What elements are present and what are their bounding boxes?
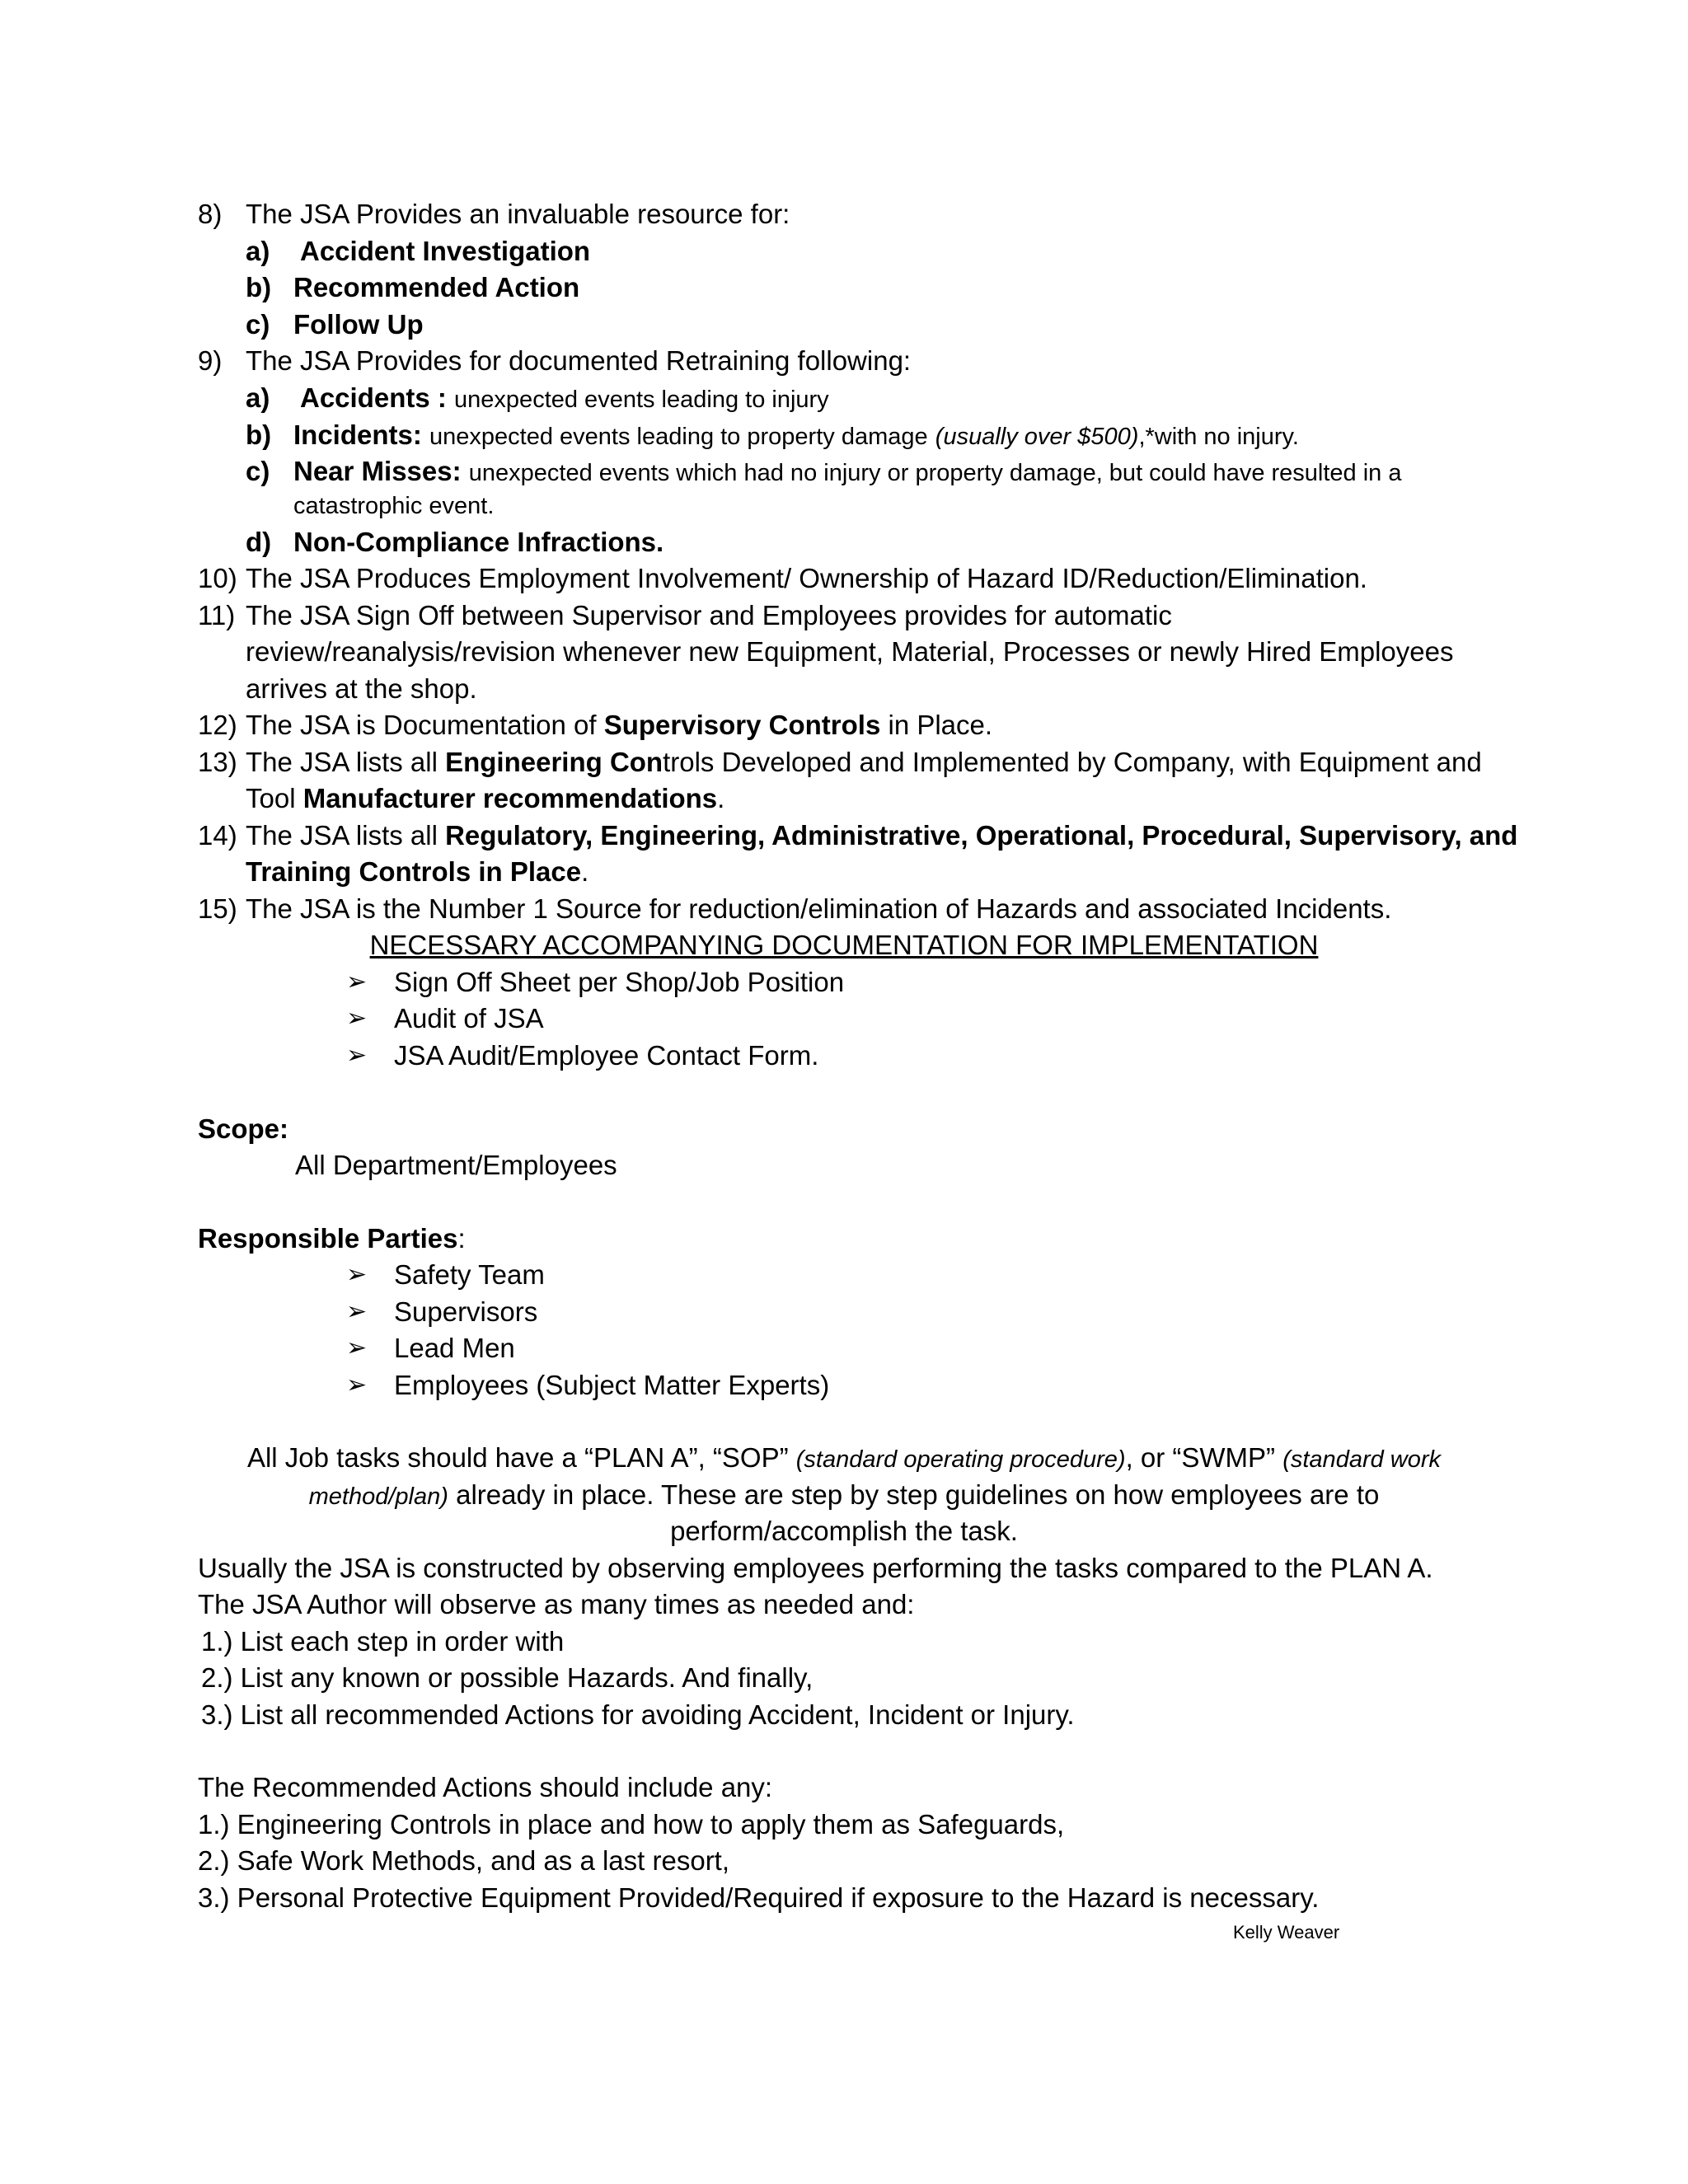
sub-label: c) [246, 309, 270, 340]
text-run: trols Developed and Implemented by Company, with Equipment and [663, 747, 1482, 777]
text-run: , or “SWMP” [1125, 1442, 1276, 1473]
sub-italic-note: (usually over $500) [935, 424, 1139, 450]
sub-tail: ,*with no injury. [1138, 424, 1299, 450]
italic-run: (standard operating procedure) [795, 1446, 1126, 1473]
sub-text [300, 380, 829, 418]
heading-text: NECESSARY ACCOMPANYING DOCUMENTATION FOR IMPLEMENTATION [369, 930, 1319, 960]
text-run: The JSA lists all [246, 820, 438, 851]
sub-text: Recommended Action [293, 272, 580, 302]
item-text: The JSA Provides for documented Retraining following: [246, 345, 912, 376]
text-run: All Job tasks should have a “PLAN A”, “SOP” [246, 1442, 789, 1473]
arrow-bullet-icon: ➢ [346, 1298, 368, 1325]
item-text: The JSA is the Number 1 Source for reduction/elimination of Hazards and associated Incidents. [246, 893, 1392, 924]
sub-description: unexpected events leading to injury [454, 387, 829, 413]
text-run: The JSA lists all [246, 747, 438, 777]
bold-run: Regulatory, Engineering, Administrative, Operational, Procedural, Supervisory, and [445, 820, 1518, 851]
item-text: 2.) Safe Work Methods, and as a last resort, [198, 1845, 730, 1876]
author-name: Kelly Weaver [1233, 1922, 1340, 1943]
sub-text [293, 453, 1402, 491]
arrow-bullet-icon: ➢ [346, 1334, 368, 1361]
item-text [246, 707, 992, 743]
sub-label: d) [246, 527, 272, 557]
arrow-bullet-icon: ➢ [346, 1005, 368, 1032]
text-run: The JSA is Documentation of [246, 710, 597, 740]
scope-value: All Department/Employees [295, 1150, 617, 1180]
paragraph-text: Usually the JSA is constructed by observing employees performing the tasks compared to the PLAN A. [198, 1553, 1433, 1583]
sub-description-continued: catastrophic event. [293, 493, 495, 519]
item-text: review/reanalysis/revision whenever new Equipment, Material, Processes or newly Hired Employees [246, 636, 1454, 667]
item-text: The JSA Provides an invaluable resource for: [246, 199, 790, 229]
item-text: arrives at the shop. [246, 673, 477, 704]
sub-label: b) [246, 419, 272, 450]
item-text: The JSA Sign Off between Supervisor and Employees provides for automatic [246, 600, 1172, 630]
item-number: 11) [198, 600, 236, 630]
sub-title: Non-Compliance Infractions. [293, 527, 664, 557]
bullet-text: JSA Audit/Employee Contact Form. [394, 1040, 819, 1071]
item-number: 13) [198, 747, 237, 777]
item-number: 8) [198, 199, 223, 229]
sub-label: a) [246, 382, 270, 413]
bold-run: Supervisory Controls [603, 710, 881, 740]
sub-text: Follow Up [293, 309, 424, 340]
bullet-text: Safety Team [394, 1259, 545, 1290]
bold-run: Training Controls in Place [246, 856, 582, 887]
sub-description: unexpected events which had no injury or property damage, but could have resulted in a [468, 460, 1402, 486]
italic-run: (standard work [1282, 1446, 1442, 1473]
bold-run: Engineering Con [445, 747, 663, 777]
arrow-bullet-icon: ➢ [346, 968, 368, 996]
sub-title: Incidents: [293, 419, 422, 450]
bullet-text: Audit of JSA [394, 1003, 544, 1033]
item-text [246, 818, 1517, 854]
sub-label: b) [246, 272, 272, 302]
item-number: 10) [198, 563, 237, 593]
item-text [246, 854, 588, 890]
text-run: Tool [246, 783, 296, 813]
item-number: 12) [198, 710, 237, 740]
sub-title: Accidents : [300, 382, 447, 413]
paragraph-text: The JSA Author will observe as many times as needed and: [198, 1589, 915, 1619]
responsible-heading: Responsible Parties [198, 1223, 458, 1254]
item-text: 1.) Engineering Controls in place and how to apply them as Safeguards, [198, 1809, 1065, 1840]
scope-heading: Scope: [198, 1113, 289, 1144]
item-number: 9) [198, 345, 223, 376]
sub-text [293, 417, 1299, 455]
documentation-heading [0, 927, 1688, 963]
arrow-bullet-icon: ➢ [346, 1371, 368, 1399]
item-text: 3.) Personal Protective Equipment Provided/Required if exposure to the Hazard is necessary. [198, 1882, 1320, 1913]
italic-run: method/plan) [308, 1483, 448, 1510]
sub-label: a) [246, 236, 270, 266]
text-run: perform/accomplish the task. [670, 1516, 1018, 1546]
bullet-text: Sign Off Sheet per Shop/Job Position [394, 967, 845, 997]
sub-text: Accident Investigation [300, 236, 591, 266]
item-text: The JSA Produces Employment Involvement/ Ownership of Hazard ID/Reduction/Elimination. [246, 563, 1367, 593]
plan-paragraph-line-1 [0, 1440, 1688, 1478]
item-text [246, 744, 1482, 780]
sub-title: Near Misses: [293, 456, 462, 486]
bullet-text: Employees (Subject Matter Experts) [394, 1370, 830, 1400]
text-run: in Place. [888, 710, 993, 740]
bullet-text: Supervisors [394, 1296, 538, 1327]
text-run: already in place. These are step by step guidelines on how employees are to [456, 1479, 1380, 1510]
arrow-bullet-icon: ➢ [346, 1042, 368, 1069]
step-text: 1.) List each step in order with [201, 1626, 565, 1657]
arrow-bullet-icon: ➢ [346, 1261, 368, 1288]
item-number: 15) [198, 893, 237, 924]
step-text: 3.) List all recommended Actions for avoiding Accident, Incident or Injury. [201, 1699, 1075, 1730]
sub-label: c) [246, 456, 270, 486]
text-run: . [717, 783, 725, 813]
plan-paragraph-line-3 [0, 1513, 1688, 1549]
bullet-text: Lead Men [394, 1333, 515, 1363]
text-run: : [457, 1223, 466, 1254]
plan-paragraph-line-2 [0, 1477, 1688, 1515]
item-text [246, 780, 724, 817]
item-number: 14) [198, 820, 237, 851]
step-text: 2.) List any known or possible Hazards. And finally, [201, 1662, 814, 1693]
sub-description: unexpected events leading to property damage [429, 424, 928, 450]
text-run: . [581, 856, 589, 887]
paragraph-text: The Recommended Actions should include any: [198, 1772, 773, 1802]
bold-run: Manufacturer recommendations [302, 783, 718, 813]
